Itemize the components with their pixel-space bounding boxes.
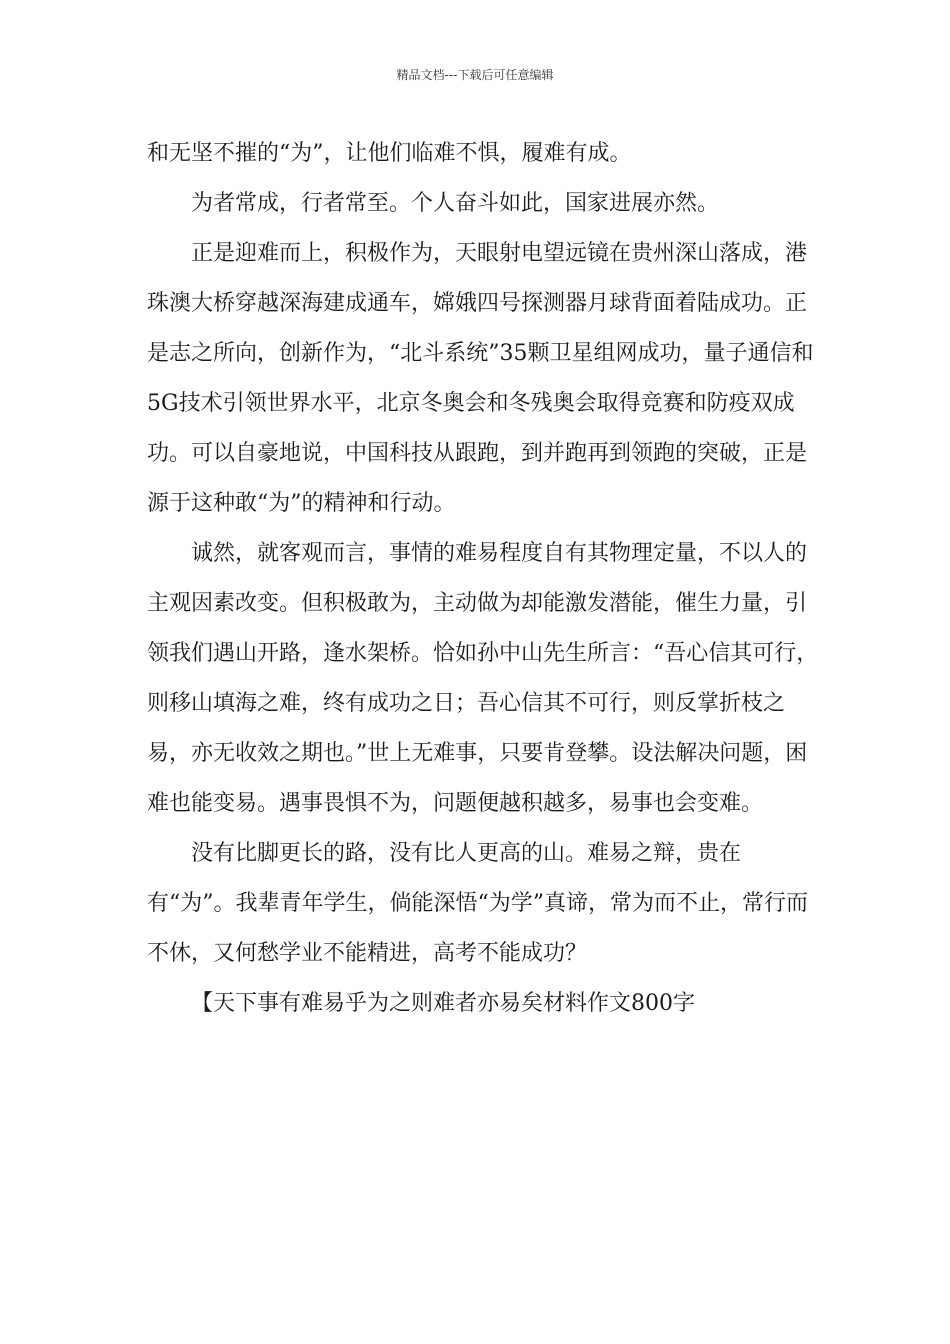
paragraph-continuation: 和无坚不摧的“为”，让他们临难不惧，履难有成。 (147, 141, 632, 166)
paragraph-argument: 诚然，就客观而言，事情的难易程度自有其物理定量，不以人的主观因素改变。但积极敢为，主动做为却能激发潜能，催生力量，引领我们遇山开路，逢水架桥。恰如孙中山先生所言：“吾心信其可行，则移山填海之难，终有成功之日；吾心信其不可行，则反掌折枝之易，亦无收效之期也。”世上无难事，只要肯登攀。设法解决问题，困难也能变易。遇事畏惧不为，问题便越积越多，易事也会变难。 (147, 541, 819, 816)
page-header: 精品文档---下载后可任意编辑 (396, 68, 554, 82)
paragraph-title-footer: 【天下事有难易乎为之则难者亦易矣材料作文800字 (191, 991, 695, 1016)
paragraph-conclusion: 没有比脚更长的路，没有比人更高的山。难易之辩，贵在有“为”。我辈青年学生，倘能深悟“为学”真谛，常为而不止，常行而不休，又何愁学业不能精进，高考不能成功？ (147, 841, 808, 966)
paragraph-thesis: 为者常成，行者常至。个人奋斗如此，国家进展亦然。 (191, 191, 720, 216)
paragraph-national-achievements: 正是迎难而上，积极作为，天眼射电望远镜在贵州深山落成，港珠澳大桥穿越深海建成通车，嫦娥四号探测器月球背面着陆成功。正是志之所向，创新作为，“北斗系统”35颗卫星组网成功，量子通信和5G技术引领世界水平，北京冬奥会和冬残奥会取得竞赛和防疫双成功。可以自豪地说，中国科技从跟跑，到并跑再到领跑的突破，正是源于这种敢“为”的精神和行动。 (147, 241, 814, 516)
document-body (147, 129, 827, 1029)
